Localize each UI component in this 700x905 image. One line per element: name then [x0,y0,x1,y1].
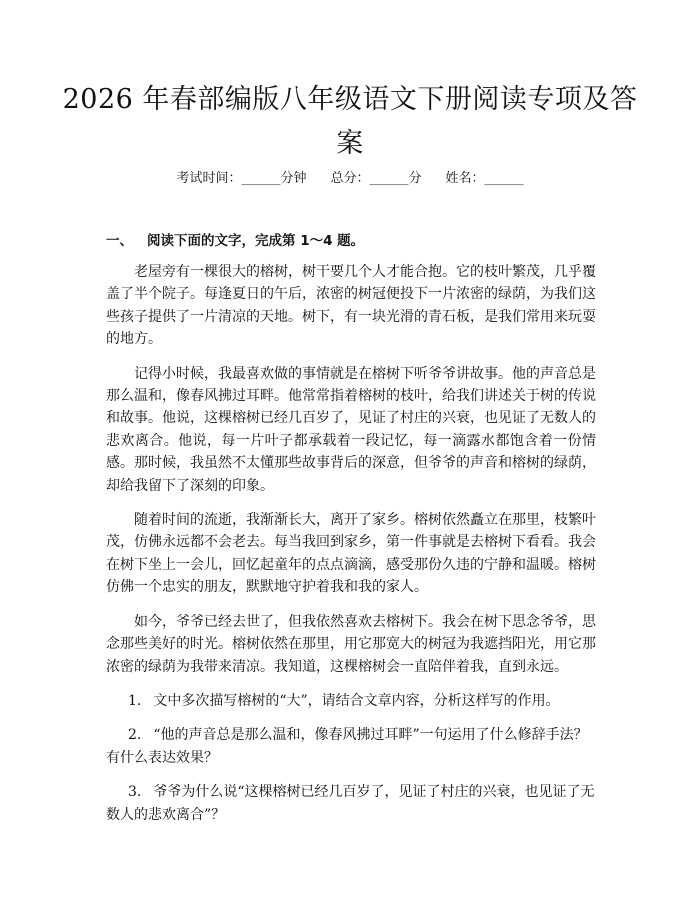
section-heading [106,232,364,250]
question-number: 2. [128,727,142,744]
reading-paragraph: 老屋旁有一棵很大的榕树，树干要几个人才能合抱。它的枝叶繁茂，几乎覆盖了半个院子。每逢夏日的午后，浓密的树冠便投下一片浓密的绿荫，为我们这些孩子提供了一片清凉的天地。树下，有一块光滑的青石板，是我们常用来玩耍的地方。 [106,264,596,348]
exam-time-field: 考试时间：______分钟 [176,171,307,186]
reading-paragraph: 如今，爷爷已经去世了，但我依然喜欢去榕树下。我会在树下思念爷爷，思念那些美好的时光。榕树依然在那里，用它那宽大的树冠为我遮挡阳光，用它那浓密的绿荫为我带来清凉。我知道，这棵榕树会一直陪伴着我，直到永远。 [106,613,596,675]
section-number: 一、 [106,233,133,249]
total-score-field: 总分：______分 [330,171,422,186]
question-number: 1. [128,692,142,709]
question-item [106,724,596,769]
document-title: 2026 年春部编版八年级语文下册阅读专项及答案 [62,84,638,159]
exam-info-line [0,170,700,188]
reading-paragraph: 随着时间的流逝，我渐渐长大，离开了家乡。榕树依然矗立在那里，枝繁叶茂，仿佛永远都不会老去。每当我回到家乡，第一件事就是去榕树下看看。我会在树下坐上一会儿，回忆起童年的点点滴滴，感受那份久违的宁静和温暖。榕树仿佛一个忠实的朋友，默默地守护着我和我的家人。 [106,512,596,596]
section-instruction: 阅读下面的文字，完成第 1～4 题。 [147,233,365,249]
student-name-field: 姓名：______ [445,171,524,186]
question-item [106,781,596,826]
question-text: “他的声音总是那么温和，像春风拂过耳畔”一句运用了什么修辞手法？有什么表达效果？ [106,727,588,766]
question-number: 3. [128,784,142,801]
question-text: 爷爷为什么说“这棵榕树已经几百岁了，见证了村庄的兴衰，也见证了无数人的悲欢离合”？ [106,784,595,823]
reading-paragraph: 记得小时候，我最喜欢做的事情就是在榕树下听爷爷讲故事。他的声音总是那么温和，像春风拂过耳畔。他常常指着榕树的枝叶，给我们讲述关于树的传说和故事。他说，这棵榕树已经几百岁了，见证了村庄的兴衰，也见证了无数人的悲欢离合。他说，每一片叶子都承载着一段记忆，每一滴露水都饱含着一份情感。那时候，我虽然不太懂那些故事背后的深意，但爷爷的声音和榕树的绿荫，却给我留下了深刻的印象。 [106,365,596,494]
question-item [106,690,596,712]
question-text: 文中多次描写榕树的“大”，请结合文章内容，分析这样写的作用。 [153,692,560,709]
reading-content [106,261,596,838]
